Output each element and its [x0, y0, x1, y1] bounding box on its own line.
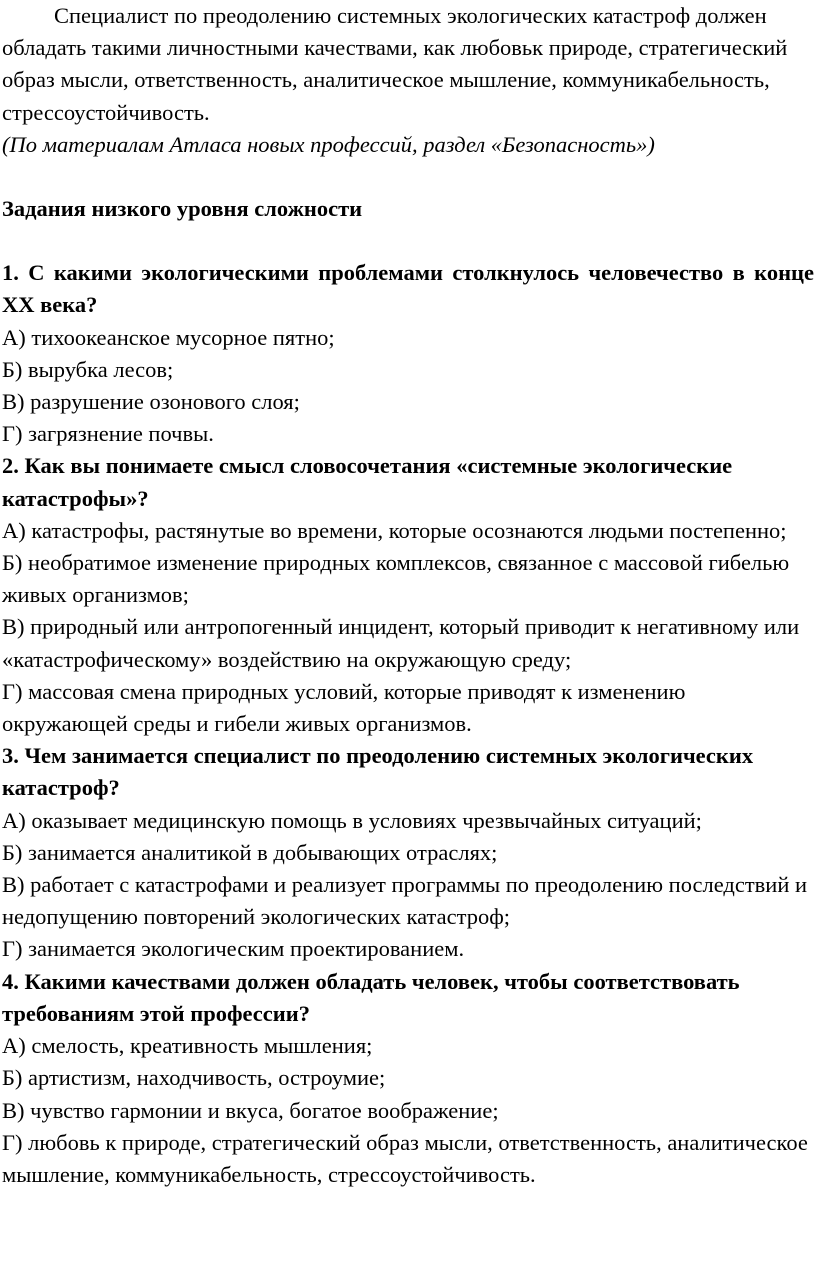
question-block-2 — [2, 450, 814, 740]
question-block-4 — [2, 966, 814, 1191]
answer-2b: Б) необратимое изменение природных комплексов, связанное с массовой гибелью живых организмов; — [2, 550, 790, 608]
answer-2c: В) природный или антропогенный инцидент, который приводит к негативному или «катастрофическому» воздействию на окружающую среду; — [2, 614, 800, 672]
answer-1c: В) разрушение озонового слоя; — [2, 389, 300, 415]
question-2: 2. Как вы понимаете смысл словосочетания «системные экологические катастрофы»? — [2, 453, 733, 511]
answer-4b: Б) артистизм, находчивость, остроумие; — [2, 1065, 386, 1091]
answer-3b: Б) занимается аналитикой в добывающих отраслях; — [2, 839, 498, 865]
answer-3a: А) оказывает медицинскую помощь в условиях чрезвычайных ситуаций; — [2, 807, 702, 833]
answer-4d: Г) любовь к природе, стратегический образ мысли, ответственность, аналитическое мышление, коммуникабельность, стрессоустойчивость. — [2, 1129, 808, 1187]
question-1: 1. С какими экологическими проблемами столкнулось человечество в конце XX века? — [2, 260, 814, 318]
answer-1b: Б) вырубка лесов; — [2, 356, 174, 382]
source-note: (По материалам Атласа новых профессий, раздел «Безопасность») — [2, 131, 655, 157]
question-block-3 — [2, 740, 814, 965]
answer-2a: А) катастрофы, растянутые во времени, которые осознаются людьми постепенно; — [2, 517, 787, 543]
spacer — [2, 225, 814, 257]
intro-paragraph: Специалист по преодолению системных экологических катастроф должен обладать такими личностными качествами, как любовьк природе, стратегический образ мысли, ответственность, аналитическое мышление, коммуникабельность, стрессоустойчивость. — [2, 3, 788, 125]
spacer — [2, 161, 814, 193]
question-4: 4. Какими качествами должен обладать человек, чтобы соответствовать требованиям этой профессии? — [2, 968, 740, 1026]
section-title: Задания низкого уровня сложности — [2, 196, 363, 222]
answer-1d: Г) загрязнение почвы. — [2, 421, 214, 447]
answer-3c: В) работает с катастрофами и реализует программы по преодолению последствий и недопущению повторений экологических катастроф; — [2, 872, 808, 930]
question-3: 3. Чем занимается специалист по преодолению системных экологических катастроф? — [2, 743, 754, 801]
answer-2d: Г) массовая смена природных условий, которые приводят к изменению окружающей среды и гибели живых организмов. — [2, 678, 686, 737]
question-block-1 — [2, 257, 814, 450]
answer-4a: А) смелость, креативность мышления; — [2, 1033, 373, 1059]
answer-3d: Г) занимается экологическим проектированием. — [2, 936, 465, 962]
answer-4c: В) чувство гармонии и вкуса, богатое воображение; — [2, 1097, 499, 1123]
answer-1a: А) тихоокеанское мусорное пятно; — [2, 324, 335, 350]
